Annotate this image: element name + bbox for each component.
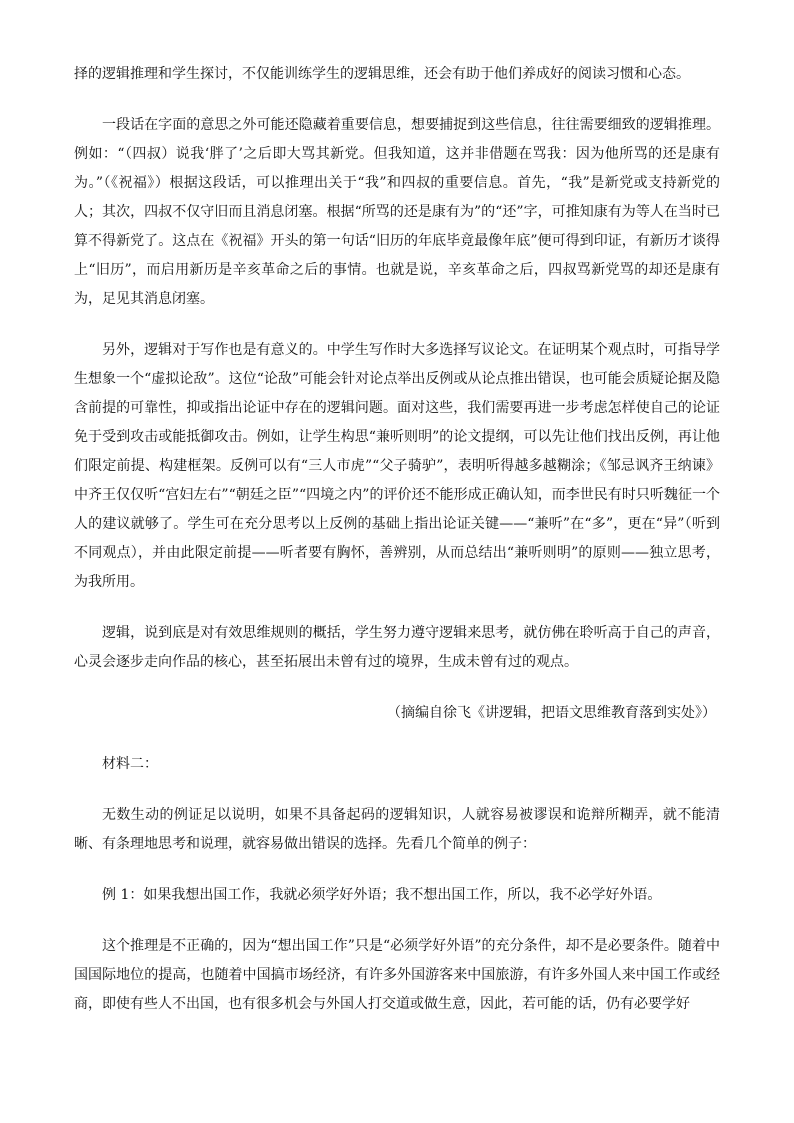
- paragraph-logic-writing: 另外，逻辑对于写作也是有意义的。中学生写作时大多选择写议论文。在证明某个观点时，可指导学生想象一个“虚拟论敌”。这位“论敌”可能会针对论点举出反例或从论点推出错误，也可能会质疑论据及隐含前提的可靠性，抑或指出论证中存在的逻辑问题。面对这些，我们需要再进一步考虑怎样使自己的论证免于受到攻击或能抵御攻击。例如，让学生构思“兼听则明”的论文提纲，可以先让他们找出反例，再让他们限定前提、构建框架。反例可以有“三人市虎”“父子骑驴”，表明听得越多越糊涂；《邹忌讽齐王纳谏》中齐王仅仅听“宫妇左右”“朝廷之臣”“四境之内”的评价还不能形成正确认知，而李世民有时只听魏征一个人的建议就够了。学生可在充分思考以上反例的基础上指出论证关键——“兼听”在“多”，更在“异”（听到不同观点），并由此限定前提——听者要有胸怀，善辨别，从而总结出“兼听则明”的原则——独立思考，为我所用。: [74, 342, 720, 590]
- paragraph-continued: 择的逻辑推理和学生探讨，不仅能训练学生的逻辑思维，还会有助于他们养成好的阅读习惯和心态。: [74, 66, 690, 82]
- paragraph-examples-intro: 无数生动的例证足以说明，如果不具备起码的逻辑知识，人就容易被谬误和诡辩所糊弄，就不能清晰、有条理地思考和说理，就容易做出错误的选择。先看几个简单的例子：: [74, 807, 720, 852]
- material-two-heading: 材料二：: [102, 756, 158, 772]
- paragraph-example-1: 例 1：如果我想出国工作，我就必须学好外语；我不想出国工作，所以，我不必学好外语。: [102, 887, 662, 903]
- paragraph-logic-summary: 逻辑，说到底是对有效思维规则的概括，学生努力遵守逻辑来思考，就仿佛在聆听高于自己的声音，心灵会逐步走向作品的核心，甚至拓展出未曾有过的境界，生成未曾有过的观点。: [74, 625, 720, 670]
- paragraph-example-1-analysis: 这个推理是不正确的，因为“想出国工作”只是“必须学好外语”的充分条件，却不是必要条件。随着中国国际地位的提高，也随着中国搞市场经济，有许多外国游客来中国旅游，有许多外国人来中国工作或经商，即使有些人不出国，也有很多机会与外国人打交道或做生意，因此，若可能的话，仍有必要学好: [74, 938, 720, 1012]
- source-citation: （摘编自徐飞《讲逻辑，把语文思维教育落到实处》）: [387, 705, 716, 721]
- paragraph-hidden-information: 一段话在字面的意思之外可能还隐藏着重要信息，想要捕捉到这些信息，往往需要细致的逻辑推理。例如：“（四叔）说我‘胖了’之后即大骂其新党。但我知道，这并非借题在骂我：因为他所骂的还是康有为。”（《祝福》）根据这段话，可以推理出关于“我”和四叔的重要信息。首先，“我”是新党或支持新党的人；其次，四叔不仅守旧而且消息闭塞。根据“所骂的还是康有为”的“还”字，可推知康有为等人在当时已算不得新党了。这点在《祝福》开头的第一句话“旧历的年底毕竟最像年底”便可得到印证，有新历才谈得上“旧历”，而启用新历是辛亥革命之后的事情。也就是说，辛亥革命之后，四叔骂新党骂的却还是康有为，足见其消息闭塞。: [74, 117, 720, 307]
- document-page: [74, 60, 720, 1041]
